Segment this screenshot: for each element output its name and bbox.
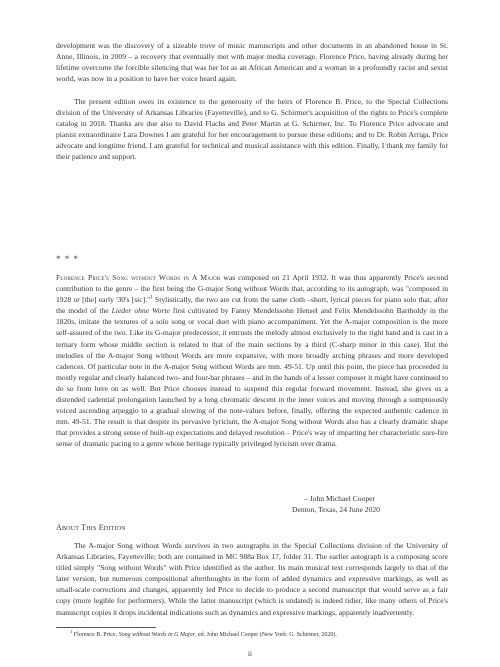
paragraph-continuation [56,40,448,84]
essay-text-b: Stylistically, the two are cut from the same cloth –short, lyrical pieces for piano solo that, after the model of the [56,295,448,316]
footnote-number: 1 [70,629,73,634]
essay-italic-term: Lieder ohne Worte [111,306,170,316]
footnote-text-b: , ed. John Michael Cooper (New York: G. Schirmer, 2020). [194,632,337,638]
main-essay-block [56,272,448,450]
edition-block [56,540,448,618]
essay-text-c: first cultivated by Fanny Mendelssohn Hensel and Felix Mendelssohn Bartholdy in the 1820s, imitate the textures of a solo song or vocal duet with piano accompaniment. Yet the A-major composition is the more self-assured of the two. Like its G-major predecessor, it entrusts the melody almost exclusively to the right hand and is cast in a ternary form whose middle section is related to that of the main sections by a third (C-sharp minor in this case). But the melodies of the A-major Song without Words are more expansive, with more broadly arching phrases and more developed cadences. Of particular note in the A-major Song without Words are mm. 49-51. Up until this point, the piece has proceeded in mostly regular and clearly balanced two- and four-bar phrases – and in the hands of a lesser composer it might have continued to do so from here on as well. But Price chooses instead to suspend this regular forward movement. Instead, she gives us a distended cadential prolongation launched by a long chromatic descent in the inner voices and moving through a sumptuously voiced ascending arpeggio to a gradual slowing of the note-values before, finally, offering the expected authentic cadence in mm. 49-51. The result is that despite its pervasive lyricism, the A-major Song without Words also has a clearly dramatic shape that provides a strong sense of built-up expectations and delayed resolution – Price's way of imparting her characteristic sure-fire sense of dramatic pacing to a genre whose heritage typically privileged lyricism over drama. [56,306,448,449]
signature-name: – John Michael Cooper [304,494,376,503]
footnote [70,631,337,639]
acknowledgements-block [56,96,448,163]
paragraph-acknowledgements: The present edition owes its existence to the generosity of the heirs of Florence B. Price, to the Special Collections division of the University of Arkansas Libraries (Fayetteville), and to G. Schirmer's acquisition of the rights to Price's complete catalog in 2018. Thanks are due also to David Flachs and Peter Martin at G. Schirmer, Inc. To Florence Price advocate and pianist extraordinaire Lara Downes I am grateful for her encouragement to pursue these editions; and to Dr. Robin Arriga, Price advocate and longtime friend, I am grateful for technical and musical assistance with this edition. Finally, I thank my family for their patience and support. [56,97,448,162]
essay-lead-title: Florence Price's Song without Words in A Major [56,273,221,282]
signature-block [292,493,380,515]
footnote-reference: 1 [150,295,153,301]
paragraph-essay [56,272,448,450]
signature-place-date: Denton, Texas, 24 June 2020 [292,505,380,515]
paragraph-edition: The A-major Song without Words survives in two autographs in the Special Collections division of the University of Arkansas Libraries, Fayetteville; both are contained in MC 988a Box 17, folder 31. The earlier autograph is a composing score titled simply "Song without Words" with Price identified as the author. Its main musical text corresponds largely to that of the later version, but numerous compositional afterthoughts in the form of added dynamics and expressive markings, as well as small-scale corrections and changes, apparently led Price to decide to produce a second manuscript that would serve as a fair copy (more legible for performers). While the latter manuscript (which is undated) is indeed tidier, like many others of Price's manuscript copies it drops incidental indications such as dynamics and expressive markings, apparently inadvertently. [56,541,448,617]
footnote-text-a: Florence B. Price, [72,632,119,638]
section-separator: * * * [56,254,79,264]
essay-text-a: was composed on 21 April 1932. It was thus apparently Price's second contribution to the genre – the first being the G-major Song without Words that, according to its autograph, was "composed in 1928 or [the] early '30's [sic]." [56,273,449,305]
section-heading: About This Edition [56,523,126,532]
page-number: ii [248,650,252,658]
paragraph-1: development was the discovery of a sizeable trove of music manuscripts and other documents in an abandoned house in St. Anne, Illinois, in 2009 – a recovery that eventually met with major media coverage. Florence Price, having already during her lifetime overcome the forcible silencing that was her lot as an African American and a woman in a profoundly racist and sexist world, was now in a position to have her voice heard again. [56,41,448,84]
footnote-rule [56,627,156,628]
footnote-italic-title: Song without Words in G Major [118,632,195,638]
